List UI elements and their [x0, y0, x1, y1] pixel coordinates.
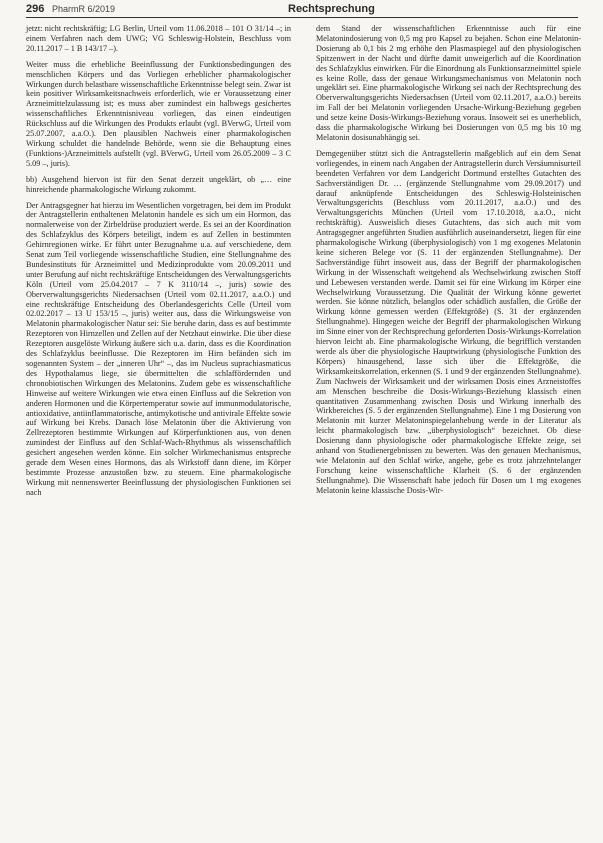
right-column — [316, 24, 581, 502]
paragraph: jetzt: nicht rechtskräftig; LG Berlin, Urteil vom 11.06.2018 – 101 O 31/14 –; in einem Verfahren nach dem UWG; VG Schleswig-Holstein, Beschluss vom 20.11.2017 – 1 B 143/17 –). — [26, 24, 291, 53]
section-title: Rechtsprechung — [288, 3, 375, 15]
paragraph: Der Antragsgegner hat hierzu im Wesentlichen vorgetragen, bei dem im Produkt der Antragstellerin enthaltenen Melatonin handele es sich um ein Hormon, das normalerweise von der Zirbeldrüse produziert werde. Es sei an der Koordination des Schlafzyklus des Körpers beteiligt, indem es auf Zellen in bestimmten Gehirnregionen wirke. Er führt unter Bezugnahme u.a. auf verschiedene, dem Senat zum Teil vorliegende wissenschaftliche Studien, eine Stellungnahme des Bundesinstituts für Arzneimittel und Medizinprodukte vom 20.09.2011 und unter Berufung auf nicht rechtskräftige Entscheidungen des Verwaltungsgerichts Köln (Urteil vom 25.04.2017 – 7 K 3110/14 –, juris) sowie des Oberverwaltungsgerichts Niedersachsen (Urteil vom 02.11.2017, a.a.O.) und eine rechtskräftige Entscheidung des Oberlandesgerichts Celle (Urteil vom 02.02.2017 – 13 U 153/15 –, juris) weiter aus, dass die Wirkungsweise von Melatonin pharmakologischer Natur sei: Sie beruhe darin, dass es auf bestimmte Rezeptoren von Hirnzellen und Zellen auf der Netzhaut einwirke. Die über diese Rezeptoren ausgelöste Wirkung äußere sich u.a. darin, dass es die Koordination des Schlafzyklus beeinflusse. Die Rezeptoren im Hirn befänden sich im sogenannten System – der „inneren Uhr“ –, das im Nucleus suprachiasmaticus des Hypothalamus liege, sie übermittelten die schlaffördernden und chronobiotischen Wirkungen des Melatonins. Zudem gebe es wissenschaftliche Hinweise auf weitere Wirkungen wie etwa einen Einfluss auf die Sekretion von anderen Hormonen und die Körpertemperatur sowie auf immunmodulatorische, antioxidative, antiinflammatorische, antimykotische und antivirale Effekte sowie auf Wirkung bei Krebs. Danach löse Melatonin über die Aktivierung von Zellrezeptoren bestimmte Wirkungen auf Körperfunktionen aus, von denen zumindest der Einfluss auf den Schlaf-Wach-Rhythmus als wissenschaftlich gesichert angesehen werden könne. Ein solcher Wirkmechanismus entspreche gerade dem Wesen eines Hormons, das als Wirkstoff dann diene, im Körper bestimmte Prozesse anzustoßen bzw. zu steuern. Eine pharmakologische Wirkung mit nennenswerter Beeinflussung der physiologischen Funktionen sei nach — [26, 200, 291, 497]
page-header — [26, 3, 578, 21]
paragraph: dem Stand der wissenschaftlichen Erkenntnisse auch für eine Melatonindosierung von 0,5 mg pro Kapsel zu bejahen. Schon eine Melatonin-Dosierung ab 0,1 bis 2 mg erhöhe den Plasmaspiegel auf den physiologischen Spitzenwert in der Nacht und dürfte damit unweigerlich auf die Koordination des Schlafzyklus einwirken. Für die Einordnung als Funktionsarzneimittel spiele es keine Rolle, dass der genaue Wirkungsmechanismus von Melatonin noch ungeklärt sei. Eine pharmakologische Wirkung sei nach der Rechtsprechung des Oberverwaltungsgerichts Niedersachsen (Urteil vom 02.11.2017, a.a.O.) bereits im Fall der bei Melatonin vorliegenden Ursache-Wirkung-Beziehung gegeben und setze keine Dosis-Wirkungs-Beziehung voraus. Insoweit sei es unerheblich, dass die pharmakologische Wirkung bei Dosierungen von 0,5 mg bis 10 mg Melatonin dosisunabhängig sei. — [316, 24, 581, 142]
header-rule — [26, 17, 578, 18]
page-number: 296 — [26, 3, 45, 15]
paragraph: bb) Ausgehend hiervon ist für den Senat derzeit ungeklärt, ob „… eine hinreichende pharmakologische Wirkung zukommt. — [26, 174, 291, 194]
paragraph: Weiter muss die erhebliche Beeinflussung der Funktionsbedingungen des menschlichen Körpers und das Vorliegen erheblicher pharmakologischer Wirkungen durch belastbare wissenschaftliche Erkenntnisse belegt sein. Zwar ist kein positiver Wirksamkeitsnachweis erforderlich, wie er Voraussetzung einer Arzneimittelzulassung ist; es muss aber zumindest ein halbwegs gesichertes wissenschaftliches Erkenntnisniveau vorliegen, das einen eindeutigen Rückschluss auf die Wirkungen des Produkts erlaubt (vgl. BVerwG, Urteil vom 25.07.2007, a.a.O.). Den plausiblen Nachweis einer pharmakologischen Wirkung schuldet die handelnde Behörde, wenn sie die Behauptung eines (Funktions-)Arzneimittels aufstellt (vgl. BVerwG, Urteil vom 26.05.2009 – 3 C 5.09 –, juris). — [26, 59, 291, 168]
paragraph: Demgegenüber stützt sich die Antragstellerin maßgeblich auf ein dem Senat vorliegendes, in einem nach Angaben der Antragstellerin durch Versäumnisurteil beendeten Verfahren vor dem Landgericht Dortmund erstelltes Gutachten des Sachverständigen Dr. … (ergänzende Stellungnahme vom 29.09.2017) und darauf anknüpfende Entscheidungen des Schleswig-Holsteinischen Verwaltungsgerichts (Beschluss vom 20.11.2017, a.a.O.) und des Verwaltungsgerichts München (Urteil vom 17.10.2018, a.a.O., nicht rechtskräftig). Ausweislich dieses Gutachtens, das sich auch mit vom Antragsgegner angeführten Studien ausführlich auseinandersetzt, liegen für eine pharmakologische Wirkung (überphysiologisch) von 1 mg exogenes Melatonin keine sicheren Belege vor (S. 11 der ergänzenden Stellungnahme). Der Sachverständige führt insoweit aus, dass der Begriff der pharmakologischen Wirkung in der Wissenschaft weitgehend als Wechselwirkung zwischen Stoff und Lebewesen verstanden werde. Damit sei für eine Wirkung im Körper eine Wechselwirkung Voraussetzung. Die Qualität der Wirkung könne gewertet werden. Sie könne nützlich, belanglos oder schädlich ausfallen, die Größe der Wirkung könne gemessen werden (Effektgröße) (S. 31 der ergänzenden Stellungnahme). Hingegen weiche der Begriff der pharmakologischen Wirkung im Sinne einer von der Rechtsprechung geforderten Dosis-Wirkungs-Korrelation hiervon leicht ab. Eine pharmakologische Wirkung, die begrifflich verstanden werde als über die physiologische Hauptwirkung (physiologische Funktion des Körpers) hinausgehend, lasse sich über die Effektgröße, die Wirksamkeitskorrelation, erkennen (S. 1 und 9 der ergänzenden Stellungnahme). Zum Nachweis der Wirksamkeit und der wirksamen Dosis eines Arzneistoffes am Menschen beschreibe die Dosis-Wirkungs-Beziehung klassisch einen quantitativen Zusammenhang zwischen Dosis und Wirkung innerhalb des Wirkbereiches (S. 5 der ergänzenden Stellungnahme). Eine 1 mg Dosierung von Melatonin mit kurzer Melatoninspiegelanhebung werde in der Literatur als leicht pharmakologisch bzw. „überphysiologisch“ bezeichnet. Ob diese Dosierung dann physiologische oder pharmakologische Effekte zeige, sei anhand von Studienergebnissen zu bewerten. Was den genauen Mechanismus, wie Melatonin auf den Schlaf wirke, angehe, gebe es trotz jahrzehntelanger Forschung keine wissenschaftliche Klarheit (S. 6 der ergänzenden Stellungnahme). Die Wissenschaft habe jedoch für Dosen um 1 mg exogenes Melatonin keine klassische Dosis-Wir- — [316, 148, 582, 495]
journal-reference: PharmR 6/2019 — [52, 4, 116, 14]
left-column — [26, 24, 291, 504]
